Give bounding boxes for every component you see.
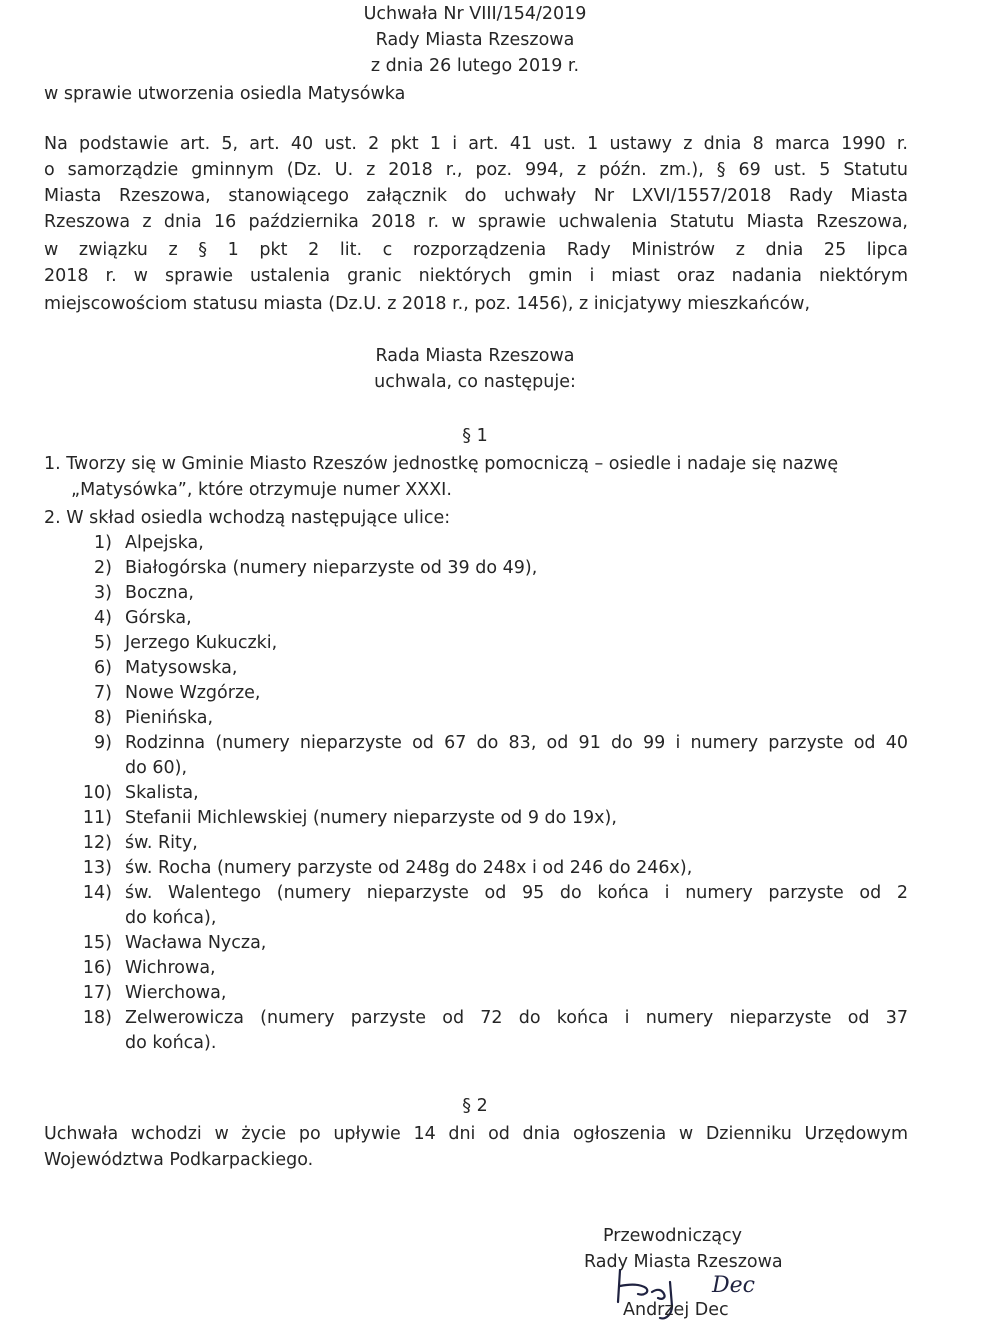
street-name: św. Rity, (125, 833, 198, 853)
street-name: Wacława Nycza, (125, 933, 267, 953)
street-name: Alpejska, (125, 533, 204, 553)
list-number: 1) (94, 533, 112, 553)
list-number: 14) (82, 883, 112, 903)
list-number: 11) (82, 808, 112, 828)
resolves-council: Rada Miasta Rzeszowa (375, 346, 575, 366)
street-name: Białogórska (numery nieparzyste od 39 do 49), (125, 558, 538, 578)
list-number: 17) (82, 983, 112, 1003)
street-name-cont: do końca), (125, 908, 217, 928)
preamble-line: Miasta Rzeszowa, stanowiącego załącznik do uchwały Nr LXVI/1557/2018 Rady Miasta (44, 186, 908, 206)
list-number: 16) (82, 958, 112, 978)
section-1-paragraph-2: 2. W skład osiedla wchodzą następujące ulice: (44, 508, 451, 528)
street-name: Zelwerowicza (numery parzyste od 72 do końca i numery nieparzyste od 37 (125, 1008, 908, 1028)
street-name: św. Walentego (numery nieparzyste od 95 do końca i numery parzyste od 2 (125, 883, 908, 903)
list-number: 4) (94, 608, 112, 628)
signatory-name: Andrzej Dec (623, 1300, 729, 1320)
section-1-paragraph-1: 1. Tworzy się w Gminie Miasto Rzeszów jednostkę pomocniczą – osiedle i nadaje się nazwę (44, 454, 839, 474)
resolution-date: z dnia 26 lutego 2019 r. (370, 56, 580, 76)
signature-text: Dec (712, 1273, 755, 1298)
council-name: Rady Miasta Rzeszowa (375, 30, 575, 50)
preamble-line: Rzeszowa z dnia 16 października 2018 r. w sprawie uchwalenia Statutu Miasta Rzeszowa, (44, 212, 908, 232)
street-name: Pienińska, (125, 708, 214, 728)
resolution-subject: w sprawie utworzenia osiedla Matysówka (44, 84, 406, 104)
preamble-line: 2018 r. w sprawie ustalenia granic niektórych gmin i miast oraz nadania niektórym (44, 266, 908, 286)
section-1-paragraph-1-cont: „Matysówka”, które otrzymuje numer XXXI. (71, 480, 452, 500)
preamble-line: Na podstawie art. 5, art. 40 ust. 2 pkt 1 i art. 41 ust. 1 ustawy z dnia 8 marca 1990 r. (44, 134, 908, 154)
resolution-number: Uchwała Nr VIII/154/2019 (363, 4, 587, 24)
list-number: 3) (94, 583, 112, 603)
street-name: Skalista, (125, 783, 199, 803)
street-name-cont: do 60), (125, 758, 188, 778)
street-name: Jerzego Kukuczki, (125, 633, 278, 653)
section-2-text-cont: Województwa Podkarpackiego. (44, 1150, 314, 1170)
preamble-line: w związku z § 1 pkt 2 lit. c rozporządzenia Rady Ministrów z dnia 25 lipca (44, 240, 908, 260)
list-number: 2) (94, 558, 112, 578)
list-number: 6) (94, 658, 112, 678)
street-name: Matysowska, (125, 658, 238, 678)
street-name: Boczna, (125, 583, 194, 603)
street-name: Stefanii Michlewskiej (numery nieparzyste od 9 do 19x), (125, 808, 617, 828)
street-name-cont: do końca). (125, 1033, 217, 1053)
list-number: 15) (82, 933, 112, 953)
street-name: Nowe Wzgórze, (125, 683, 261, 703)
preamble-line: miejscowościom statusu miasta (Dz.U. z 2018 r., poz. 1456), z inicjatywy mieszkańców, (44, 294, 811, 314)
list-number: 18) (82, 1008, 112, 1028)
list-number: 12) (82, 833, 112, 853)
resolves-text: uchwala, co następuje: (374, 372, 576, 392)
signatory-council: Rady Miasta Rzeszowa (584, 1252, 783, 1272)
list-number: 13) (82, 858, 112, 878)
section-1-heading: § 1 (462, 426, 488, 446)
section-2-heading: § 2 (462, 1096, 488, 1116)
list-number: 7) (94, 683, 112, 703)
signatory-title: Przewodniczący (603, 1226, 742, 1246)
street-name: Wichrowa, (125, 958, 216, 978)
list-number: 8) (94, 708, 112, 728)
street-name: Rodzinna (numery nieparzyste od 67 do 83, od 91 do 99 i numery parzyste od 40 (125, 733, 908, 753)
street-name: Wierchowa, (125, 983, 227, 1003)
street-name: Górska, (125, 608, 192, 628)
list-number: 5) (94, 633, 112, 653)
street-name: św. Rocha (numery parzyste od 248g do 248x i od 246 do 246x), (125, 858, 693, 878)
list-number: 9) (94, 733, 112, 753)
section-2-text: Uchwała wchodzi w życie po upływie 14 dni od dnia ogłoszenia w Dzienniku Urzędowym (44, 1124, 908, 1144)
list-number: 10) (82, 783, 112, 803)
preamble-line: o samorządzie gminnym (Dz. U. z 2018 r., poz. 994, z późn. zm.), § 69 ust. 5 Statutu (44, 160, 908, 180)
